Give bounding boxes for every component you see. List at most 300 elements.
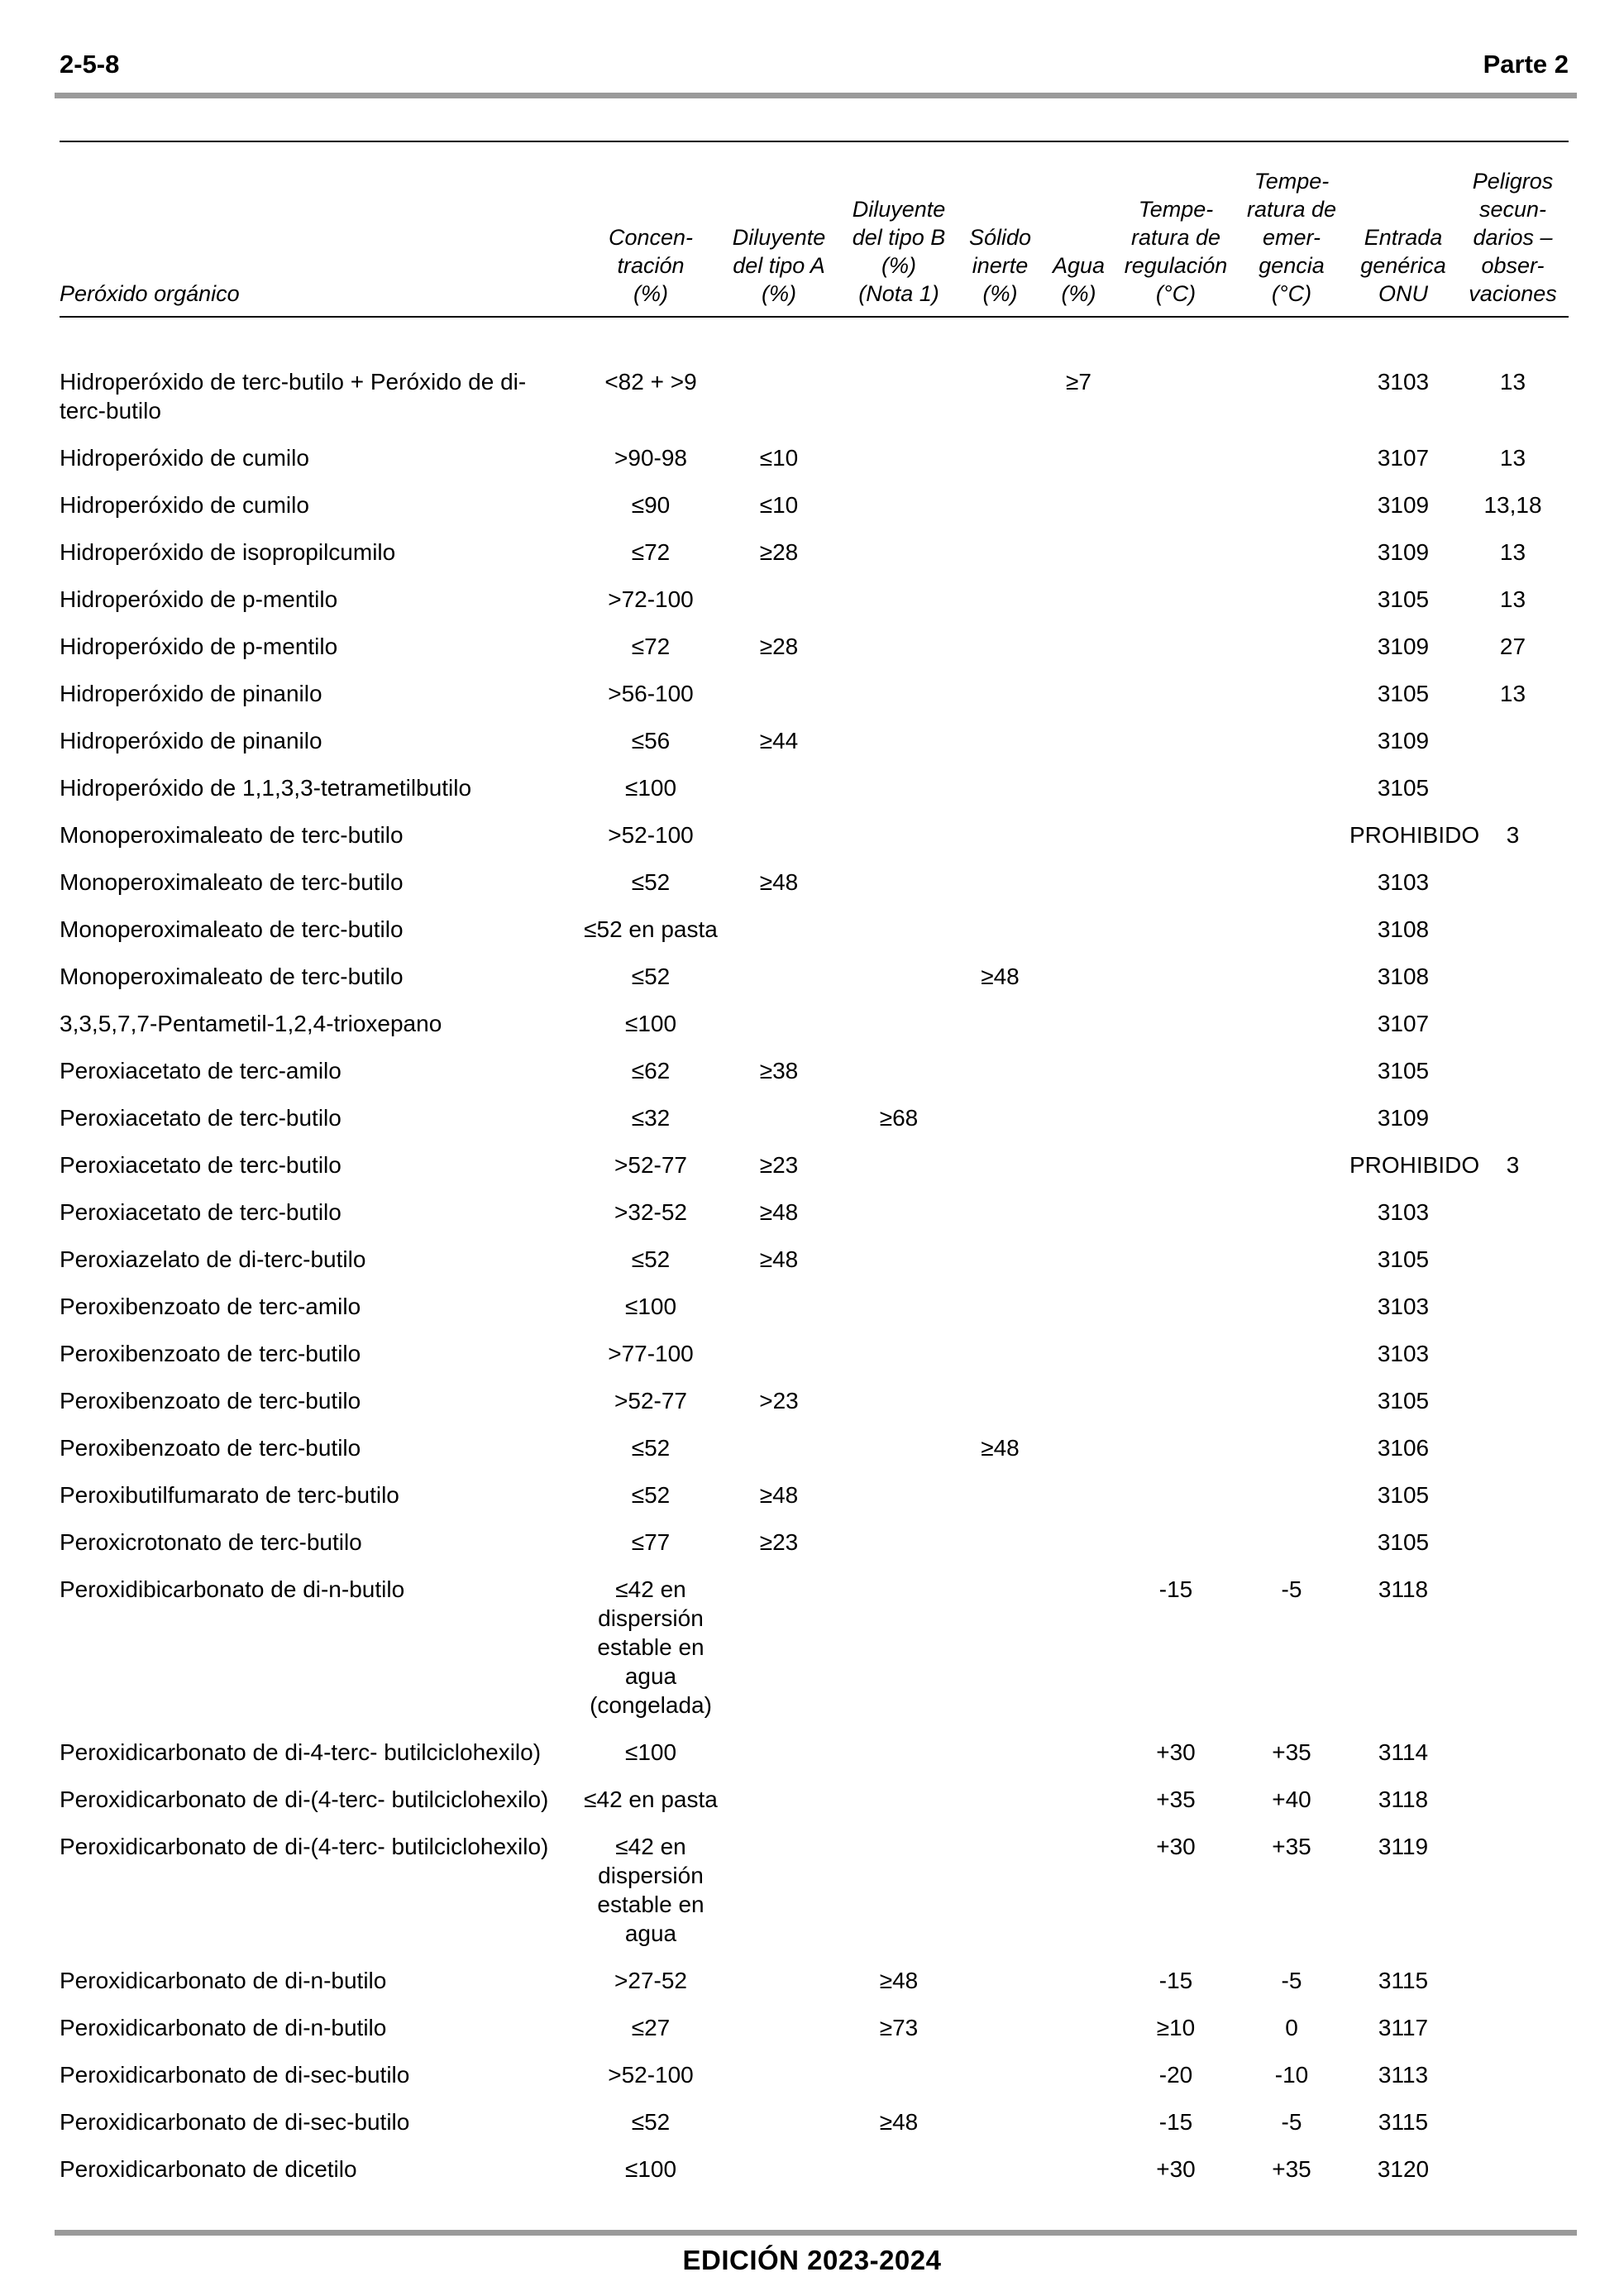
cell-diluent-type-b: ≥73 bbox=[879, 2015, 919, 2040]
table-row bbox=[60, 433, 1569, 481]
cell-water bbox=[1039, 2097, 1118, 2145]
cell-concentration: >72-100 bbox=[608, 586, 694, 612]
table-row bbox=[60, 317, 1569, 433]
cell-un-generic-entry: 3118 bbox=[1378, 1576, 1429, 1602]
cell-peroxide-name: Peroxidicarbonato de di-sec-butilo bbox=[60, 2062, 410, 2088]
table-row bbox=[60, 528, 1569, 575]
cell-diluent-type-b bbox=[837, 1282, 961, 1329]
cell-diluent-type-a bbox=[721, 1728, 837, 1775]
cell-emergency-temperature: 0 bbox=[1285, 2015, 1298, 2040]
cell-subsidiary-risks: 13 bbox=[1499, 445, 1526, 471]
table-header bbox=[60, 141, 1569, 317]
cell-un-generic-entry: 3108 bbox=[1377, 964, 1430, 989]
cell-subsidiary-risks bbox=[1457, 858, 1569, 905]
column-header-peroxide-name: Peróxido orgánico bbox=[60, 141, 580, 317]
cell-emergency-temperature: -5 bbox=[1281, 1576, 1302, 1602]
cell-diluent-type-b: ≥68 bbox=[879, 1105, 919, 1131]
cell-un-generic-entry: 3114 bbox=[1378, 1739, 1429, 1765]
cell-un-generic-entry: 3105 bbox=[1377, 586, 1430, 612]
cell-diluent-type-b bbox=[837, 1728, 961, 1775]
cell-diluent-type-a bbox=[721, 1775, 837, 1822]
cell-peroxide-name: Peroxibenzoato de terc-butilo bbox=[60, 1341, 361, 1366]
cell-diluent-type-b bbox=[837, 2050, 961, 2097]
cell-diluent-type-a: ≥28 bbox=[759, 539, 799, 565]
cell-concentration: ≤27 bbox=[631, 2015, 671, 2040]
cell-subsidiary-risks bbox=[1457, 1188, 1569, 1235]
table-row bbox=[60, 481, 1569, 528]
table-row bbox=[60, 1518, 1569, 1565]
cell-diluent-type-b bbox=[837, 811, 961, 858]
cell-subsidiary-risks bbox=[1457, 999, 1569, 1046]
organic-peroxides-table bbox=[60, 141, 1569, 2192]
cell-control-temperature bbox=[1118, 1423, 1234, 1471]
cell-un-generic-entry: 3105 bbox=[1377, 1529, 1430, 1555]
cell-peroxide-name: Peroxidicarbonato de di-4-terc- butilciclohexilo) bbox=[60, 1739, 542, 1765]
cell-control-temperature bbox=[1118, 1518, 1234, 1565]
cell-concentration: >56-100 bbox=[608, 681, 694, 706]
cell-concentration: ≤52 bbox=[631, 1482, 671, 1508]
cell-diluent-type-b bbox=[837, 2145, 961, 2192]
column-header-emergency-temperature: Tempe- ratura de emer- gencia (°C) bbox=[1234, 141, 1349, 317]
cell-control-temperature: -20 bbox=[1158, 2062, 1193, 2088]
cell-concentration: >52-77 bbox=[614, 1388, 687, 1413]
cell-peroxide-name: Peroxidicarbonato de di-n-butilo bbox=[60, 2015, 387, 2040]
cell-water bbox=[1039, 1093, 1118, 1141]
cell-inert-solid bbox=[961, 1376, 1039, 1423]
cell-subsidiary-risks bbox=[1457, 1471, 1569, 1518]
cell-diluent-type-b bbox=[837, 1423, 961, 1471]
cell-diluent-type-a: ≥48 bbox=[759, 1199, 799, 1225]
cell-emergency-temperature bbox=[1234, 433, 1349, 481]
cell-inert-solid bbox=[961, 1329, 1039, 1376]
cell-control-temperature bbox=[1118, 1235, 1234, 1282]
cell-water bbox=[1039, 1141, 1118, 1188]
cell-diluent-type-b bbox=[837, 481, 961, 528]
cell-subsidiary-risks bbox=[1457, 905, 1569, 952]
cell-control-temperature: +30 bbox=[1156, 1739, 1196, 1765]
cell-water bbox=[1039, 905, 1118, 952]
cell-water bbox=[1039, 622, 1118, 669]
cell-water bbox=[1039, 1518, 1118, 1565]
cell-diluent-type-b bbox=[837, 952, 961, 999]
cell-concentration: ≤100 bbox=[624, 775, 677, 801]
cell-inert-solid bbox=[961, 858, 1039, 905]
cell-inert-solid bbox=[961, 317, 1039, 433]
cell-inert-solid bbox=[961, 1728, 1039, 1775]
cell-control-temperature bbox=[1118, 1141, 1234, 1188]
cell-un-generic-entry: 3106 bbox=[1377, 1435, 1430, 1461]
cell-emergency-temperature: -10 bbox=[1274, 2062, 1309, 2088]
cell-control-temperature bbox=[1118, 999, 1234, 1046]
cell-subsidiary-risks bbox=[1457, 952, 1569, 999]
cell-diluent-type-a bbox=[721, 2145, 837, 2192]
cell-subsidiary-risks bbox=[1457, 1775, 1569, 1822]
cell-inert-solid bbox=[961, 1282, 1039, 1329]
table-row bbox=[60, 1775, 1569, 1822]
cell-diluent-type-b bbox=[837, 1188, 961, 1235]
cell-subsidiary-risks: 3 bbox=[1506, 822, 1520, 848]
column-header-un-generic-entry: Entrada genérica ONU bbox=[1349, 141, 1457, 317]
cell-subsidiary-risks bbox=[1457, 1046, 1569, 1093]
cell-inert-solid bbox=[961, 1188, 1039, 1235]
cell-peroxide-name: Hidroperóxido de p-mentilo bbox=[60, 586, 338, 612]
cell-concentration: ≤100 bbox=[624, 1739, 677, 1765]
cell-concentration: >27-52 bbox=[614, 1968, 687, 1993]
cell-emergency-temperature bbox=[1234, 905, 1349, 952]
cell-water: ≥7 bbox=[1066, 369, 1091, 395]
cell-peroxide-name: Peroxibutilfumarato de terc-butilo bbox=[60, 1482, 399, 1508]
cell-un-generic-entry: 3103 bbox=[1377, 869, 1430, 895]
cell-water bbox=[1039, 1376, 1118, 1423]
edition-footer: EDICIÓN 2023-2024 bbox=[682, 2245, 942, 2275]
cell-inert-solid bbox=[961, 1775, 1039, 1822]
cell-diluent-type-a: ≥44 bbox=[759, 728, 799, 753]
cell-concentration: ≤52 bbox=[631, 964, 671, 989]
cell-subsidiary-risks bbox=[1457, 1329, 1569, 1376]
cell-emergency-temperature: +35 bbox=[1272, 1739, 1311, 1765]
table-row bbox=[60, 1282, 1569, 1329]
cell-diluent-type-a bbox=[721, 763, 837, 811]
cell-emergency-temperature bbox=[1234, 811, 1349, 858]
cell-water bbox=[1039, 2145, 1118, 2192]
cell-inert-solid bbox=[961, 1141, 1039, 1188]
cell-control-temperature bbox=[1118, 858, 1234, 905]
cell-un-generic-entry: 3105 bbox=[1377, 775, 1430, 801]
cell-control-temperature bbox=[1118, 1188, 1234, 1235]
cell-water bbox=[1039, 811, 1118, 858]
table-row bbox=[60, 1235, 1569, 1282]
cell-control-temperature: +30 bbox=[1156, 1834, 1196, 1859]
cell-subsidiary-risks bbox=[1457, 1518, 1569, 1565]
cell-inert-solid: ≥48 bbox=[981, 1435, 1020, 1461]
cell-water bbox=[1039, 481, 1118, 528]
cell-diluent-type-a: ≥48 bbox=[759, 869, 799, 895]
cell-inert-solid bbox=[961, 669, 1039, 716]
cell-subsidiary-risks bbox=[1457, 1728, 1569, 1775]
cell-diluent-type-b bbox=[837, 1518, 961, 1565]
cell-diluent-type-a bbox=[721, 2050, 837, 2097]
cell-control-temperature: +30 bbox=[1156, 2156, 1196, 2182]
cell-control-temperature bbox=[1118, 716, 1234, 763]
cell-inert-solid bbox=[961, 575, 1039, 622]
cell-subsidiary-risks bbox=[1457, 2050, 1569, 2097]
cell-subsidiary-risks: 13 bbox=[1499, 681, 1526, 706]
cell-un-generic-entry: 3117 bbox=[1378, 2015, 1429, 2040]
cell-peroxide-name: Hidroperóxido de pinanilo bbox=[60, 728, 322, 753]
cell-subsidiary-risks bbox=[1457, 2097, 1569, 2145]
cell-control-temperature: -15 bbox=[1158, 1576, 1193, 1602]
cell-water bbox=[1039, 999, 1118, 1046]
cell-inert-solid bbox=[961, 763, 1039, 811]
cell-peroxide-name: Peroxiazelato de di-terc-butilo bbox=[60, 1246, 366, 1272]
cell-peroxide-name: Peroxibenzoato de terc-butilo bbox=[60, 1388, 361, 1413]
footer-rule bbox=[55, 2230, 1577, 2236]
cell-control-temperature bbox=[1118, 1093, 1234, 1141]
cell-emergency-temperature bbox=[1234, 1188, 1349, 1235]
cell-water bbox=[1039, 575, 1118, 622]
cell-diluent-type-b bbox=[837, 1329, 961, 1376]
cell-subsidiary-risks: 13,18 bbox=[1483, 492, 1542, 518]
cell-subsidiary-risks bbox=[1457, 1376, 1569, 1423]
cell-subsidiary-risks bbox=[1457, 763, 1569, 811]
cell-subsidiary-risks: 3 bbox=[1506, 1152, 1520, 1178]
cell-subsidiary-risks: 27 bbox=[1499, 634, 1526, 659]
cell-concentration: >52-77 bbox=[614, 1152, 687, 1178]
cell-water bbox=[1039, 1188, 1118, 1235]
cell-water bbox=[1039, 1956, 1118, 2003]
cell-peroxide-name: Monoperoximaleato de terc-butilo bbox=[60, 916, 404, 942]
cell-water bbox=[1039, 716, 1118, 763]
page-reference: 2-5-8 bbox=[60, 50, 120, 79]
table-row bbox=[60, 2097, 1569, 2145]
cell-inert-solid bbox=[961, 481, 1039, 528]
cell-inert-solid: ≥48 bbox=[981, 964, 1020, 989]
cell-concentration: ≤52 bbox=[631, 869, 671, 895]
cell-subsidiary-risks bbox=[1457, 1093, 1569, 1141]
cell-diluent-type-a: ≥28 bbox=[759, 634, 799, 659]
cell-water bbox=[1039, 1565, 1118, 1728]
cell-diluent-type-b bbox=[837, 575, 961, 622]
cell-control-temperature bbox=[1118, 1329, 1234, 1376]
cell-inert-solid bbox=[961, 905, 1039, 952]
table-row bbox=[60, 1329, 1569, 1376]
table-row bbox=[60, 575, 1569, 622]
column-header-concentration: Concen- tración (%) bbox=[580, 141, 721, 317]
cell-subsidiary-risks bbox=[1457, 716, 1569, 763]
cell-inert-solid bbox=[961, 1093, 1039, 1141]
cell-emergency-temperature bbox=[1234, 528, 1349, 575]
cell-peroxide-name: Monoperoximaleato de terc-butilo bbox=[60, 964, 404, 989]
table-body bbox=[60, 317, 1569, 2192]
cell-peroxide-name: Peroxidicarbonato de di-sec-butilo bbox=[60, 2109, 410, 2135]
cell-emergency-temperature bbox=[1234, 575, 1349, 622]
cell-emergency-temperature bbox=[1234, 622, 1349, 669]
cell-water bbox=[1039, 1282, 1118, 1329]
cell-peroxide-name: Peroxidicarbonato de di-(4-terc- butilciclohexilo) bbox=[60, 1787, 549, 1812]
cell-subsidiary-risks bbox=[1457, 1822, 1569, 1956]
cell-peroxide-name: Peroxicrotonato de terc-butilo bbox=[60, 1529, 362, 1555]
cell-subsidiary-risks: 13 bbox=[1499, 586, 1526, 612]
cell-un-generic-entry: 3118 bbox=[1378, 1787, 1429, 1812]
header-rule bbox=[55, 93, 1577, 98]
cell-subsidiary-risks bbox=[1457, 1565, 1569, 1728]
table-row bbox=[60, 858, 1569, 905]
cell-inert-solid bbox=[961, 2097, 1039, 2145]
cell-inert-solid bbox=[961, 622, 1039, 669]
cell-diluent-type-a: ≥48 bbox=[759, 1482, 799, 1508]
column-header-water: Agua (%) bbox=[1039, 141, 1118, 317]
cell-diluent-type-a bbox=[721, 1822, 837, 1956]
cell-concentration: >52-100 bbox=[608, 2062, 694, 2088]
cell-water bbox=[1039, 952, 1118, 999]
cell-diluent-type-a bbox=[721, 1565, 837, 1728]
cell-inert-solid bbox=[961, 716, 1039, 763]
cell-concentration: ≤62 bbox=[631, 1058, 671, 1083]
cell-emergency-temperature: +35 bbox=[1272, 2156, 1311, 2182]
table-row bbox=[60, 952, 1569, 999]
cell-control-temperature bbox=[1118, 1046, 1234, 1093]
cell-peroxide-name: Hidroperóxido de isopropilcumilo bbox=[60, 539, 396, 565]
cell-water bbox=[1039, 858, 1118, 905]
cell-diluent-type-b bbox=[837, 716, 961, 763]
cell-diluent-type-b bbox=[837, 905, 961, 952]
cell-emergency-temperature bbox=[1234, 481, 1349, 528]
cell-water bbox=[1039, 1775, 1118, 1822]
cell-peroxide-name: Hidroperóxido de cumilo bbox=[60, 445, 309, 471]
cell-diluent-type-b bbox=[837, 999, 961, 1046]
cell-control-temperature bbox=[1118, 811, 1234, 858]
cell-subsidiary-risks bbox=[1457, 1282, 1569, 1329]
cell-emergency-temperature bbox=[1234, 669, 1349, 716]
part-label: Parte 2 bbox=[1483, 50, 1569, 79]
cell-water bbox=[1039, 1329, 1118, 1376]
table-row bbox=[60, 763, 1569, 811]
cell-peroxide-name: Peroxiacetato de terc-amilo bbox=[60, 1058, 342, 1083]
cell-diluent-type-a bbox=[721, 1423, 837, 1471]
cell-emergency-temperature: -5 bbox=[1281, 2109, 1302, 2135]
table-row bbox=[60, 1956, 1569, 2003]
cell-peroxide-name: Peroxidicarbonato de di-(4-terc- butilciclohexilo) bbox=[60, 1834, 549, 1859]
cell-inert-solid bbox=[961, 528, 1039, 575]
cell-water bbox=[1039, 669, 1118, 716]
cell-control-temperature bbox=[1118, 669, 1234, 716]
cell-un-generic-entry: PROHIBIDO bbox=[1349, 1152, 1480, 1178]
cell-concentration: >52-100 bbox=[608, 822, 694, 848]
cell-emergency-temperature bbox=[1234, 317, 1349, 433]
column-header-inert-solid: Sólido inerte (%) bbox=[961, 141, 1039, 317]
table-row bbox=[60, 811, 1569, 858]
cell-diluent-type-b: ≥48 bbox=[879, 2109, 919, 2135]
table-row bbox=[60, 1093, 1569, 1141]
cell-diluent-type-b bbox=[837, 669, 961, 716]
table-row bbox=[60, 2003, 1569, 2050]
cell-emergency-temperature bbox=[1234, 1329, 1349, 1376]
cell-emergency-temperature bbox=[1234, 1141, 1349, 1188]
cell-control-temperature bbox=[1118, 1376, 1234, 1423]
cell-concentration: <82 + >9 bbox=[604, 369, 697, 395]
cell-emergency-temperature bbox=[1234, 999, 1349, 1046]
cell-water bbox=[1039, 2003, 1118, 2050]
cell-un-generic-entry: 3105 bbox=[1377, 1058, 1430, 1083]
cell-un-generic-entry: 3115 bbox=[1378, 2109, 1429, 2135]
cell-un-generic-entry: 3113 bbox=[1378, 2062, 1429, 2088]
cell-inert-solid bbox=[961, 2003, 1039, 2050]
cell-un-generic-entry: 3119 bbox=[1378, 1834, 1429, 1859]
cell-diluent-type-b bbox=[837, 622, 961, 669]
cell-diluent-type-a: ≥23 bbox=[759, 1529, 799, 1555]
cell-peroxide-name: Hidroperóxido de terc-butilo + Peróxido de di-terc-butilo bbox=[60, 369, 527, 423]
cell-diluent-type-b bbox=[837, 1235, 961, 1282]
cell-emergency-temperature bbox=[1234, 716, 1349, 763]
table-row bbox=[60, 2145, 1569, 2192]
cell-concentration: >90-98 bbox=[614, 445, 687, 471]
cell-diluent-type-b bbox=[837, 1046, 961, 1093]
cell-emergency-temperature bbox=[1234, 1046, 1349, 1093]
table-row bbox=[60, 2050, 1569, 2097]
cell-diluent-type-b bbox=[837, 1822, 961, 1956]
cell-concentration: ≤52 bbox=[631, 1246, 671, 1272]
cell-peroxide-name: Peroxibenzoato de terc-amilo bbox=[60, 1294, 361, 1319]
cell-concentration: ≤100 bbox=[624, 2156, 677, 2182]
cell-peroxide-name: Peroxiacetato de terc-butilo bbox=[60, 1105, 342, 1131]
cell-inert-solid bbox=[961, 1956, 1039, 2003]
cell-subsidiary-risks bbox=[1457, 2003, 1569, 2050]
cell-concentration: >77-100 bbox=[608, 1341, 694, 1366]
header-row bbox=[60, 141, 1569, 317]
cell-water bbox=[1039, 1471, 1118, 1518]
cell-diluent-type-b bbox=[837, 1376, 961, 1423]
cell-concentration: ≤52 en pasta bbox=[584, 916, 718, 942]
cell-un-generic-entry: 3103 bbox=[1377, 1199, 1430, 1225]
cell-water bbox=[1039, 1046, 1118, 1093]
cell-emergency-temperature: +35 bbox=[1272, 1834, 1311, 1859]
cell-un-generic-entry: 3109 bbox=[1377, 1105, 1430, 1131]
table-row bbox=[60, 1822, 1569, 1956]
cell-subsidiary-risks bbox=[1457, 2145, 1569, 2192]
cell-peroxide-name: Hidroperóxido de pinanilo bbox=[60, 681, 322, 706]
cell-emergency-temperature bbox=[1234, 952, 1349, 999]
cell-peroxide-name: Peroxiacetato de terc-butilo bbox=[60, 1152, 342, 1178]
table-row bbox=[60, 1565, 1569, 1728]
cell-concentration: ≤72 bbox=[631, 539, 671, 565]
table-row bbox=[60, 1141, 1569, 1188]
cell-diluent-type-a: ≥38 bbox=[759, 1058, 799, 1083]
cell-diluent-type-b bbox=[837, 317, 961, 433]
cell-control-temperature bbox=[1118, 433, 1234, 481]
cell-diluent-type-a bbox=[721, 1956, 837, 2003]
cell-control-temperature: +35 bbox=[1156, 1787, 1196, 1812]
cell-diluent-type-a bbox=[721, 999, 837, 1046]
cell-un-generic-entry: 3103 bbox=[1377, 1294, 1430, 1319]
cell-inert-solid bbox=[961, 999, 1039, 1046]
cell-emergency-temperature bbox=[1234, 1518, 1349, 1565]
cell-un-generic-entry: 3105 bbox=[1377, 681, 1430, 706]
table-row bbox=[60, 1471, 1569, 1518]
cell-subsidiary-risks bbox=[1457, 1423, 1569, 1471]
cell-un-generic-entry: 3109 bbox=[1377, 539, 1430, 565]
column-header-diluent-type-b: Diluyente del tipo B (%) (Nota 1) bbox=[837, 141, 961, 317]
cell-diluent-type-a bbox=[721, 2003, 837, 2050]
cell-subsidiary-risks: 13 bbox=[1499, 539, 1526, 565]
cell-peroxide-name: Peroxidicarbonato de di-n-butilo bbox=[60, 1968, 387, 1993]
cell-control-temperature bbox=[1118, 1282, 1234, 1329]
cell-emergency-temperature bbox=[1234, 1093, 1349, 1141]
cell-diluent-type-a: ≥23 bbox=[759, 1152, 799, 1178]
cell-diluent-type-b bbox=[837, 763, 961, 811]
cell-control-temperature: -15 bbox=[1158, 1968, 1193, 1993]
cell-concentration: ≤100 bbox=[624, 1294, 677, 1319]
cell-diluent-type-b bbox=[837, 858, 961, 905]
cell-concentration: ≤77 bbox=[631, 1529, 671, 1555]
cell-diluent-type-b bbox=[837, 528, 961, 575]
table-row bbox=[60, 669, 1569, 716]
cell-control-temperature bbox=[1118, 763, 1234, 811]
cell-diluent-type-a: ≤10 bbox=[759, 445, 799, 471]
cell-control-temperature bbox=[1118, 317, 1234, 433]
column-header-control-temperature: Tempe- ratura de regulación (°C) bbox=[1118, 141, 1234, 317]
column-header-diluent-type-a: Diluyente del tipo A (%) bbox=[721, 141, 837, 317]
cell-diluent-type-b bbox=[837, 1565, 961, 1728]
cell-diluent-type-a bbox=[721, 669, 837, 716]
cell-emergency-temperature bbox=[1234, 763, 1349, 811]
cell-un-generic-entry: 3115 bbox=[1378, 1968, 1429, 1993]
cell-water bbox=[1039, 433, 1118, 481]
cell-inert-solid bbox=[961, 1565, 1039, 1728]
cell-un-generic-entry: 3109 bbox=[1377, 492, 1430, 518]
cell-concentration: ≤32 bbox=[631, 1105, 671, 1131]
cell-inert-solid bbox=[961, 2050, 1039, 2097]
table-row bbox=[60, 905, 1569, 952]
